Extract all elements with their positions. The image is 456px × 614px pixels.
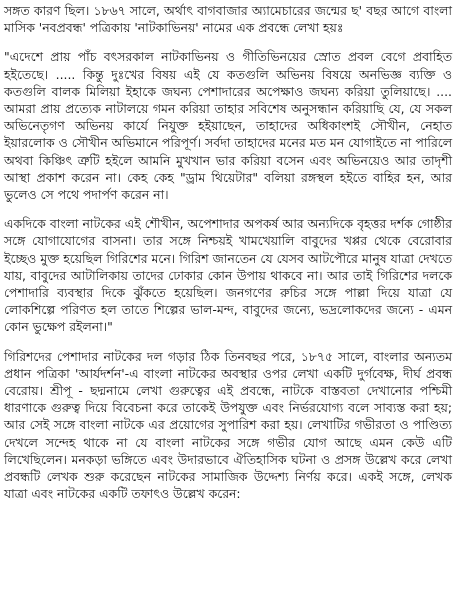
body-paragraph: গিরিশদের পেশাদার নাটকের দল গড়ার ঠিক তিনবছর পরে, ১৮৭৫ সালে, বাংলার অন্যতম প্রধান পত্রিকা 'আর্যদর্শন'-এ বাংলা নাটকের অবস্থার ওপর লেখা একটি দুর্গবেক্ষ, দীর্ঘ প্রবন্ধ বেরোয়। শ্রীপূ - ছদ্মনামে লেখা গুরুত্বের এই প্রবন্ধে, নাটকে বাস্তবতা দেখানোর পশ্চিমী ধারণাকে গুরুত্ব দিয়ে বিবেচনা করে তাকেই উপযুক্ত এবং নির্ভরযোগ্য বলে সাব্যস্ত করা হয়; আর সেই সঙ্গে বাংলা নাটকে এর প্রয়োগের সুপারিশ করা হয়। লেখাটির গভীরতা ও পাণ্ডিত্য দেখলে সন্দেহ থাকে না যে বাংলা নাটকের সঙ্গে গভীর যোগ আছে এমন কেউ এটি লিখেছিলেন। মনকড়া ভঙ্গিতে এবং উদারভাবে ঐতিহাসিক ঘটনা ও প্রসঙ্গ উল্লেখ করে লেখা প্রবন্ধটি লেখক শুরু করেছেন নাটকের সামাজিক উদ্দেশ্য নির্ণয় করে। একই সঙ্গে, লেখক যাত্রা এবং নাটকের একটি তফাৎও উল্লেখ করেন: [4, 348, 452, 502]
intro-paragraph: সঙ্গত কারণ ছিল। ১৮৬৭ সালে, অর্থাৎ বাগবাজার অ্যামেচারের জন্মের ছ' বছর আগে বাংলা মাসিক 'নবপ্রবন্ধ' পত্রিকায় 'নাটকাভিনয়' নামের এক প্রবন্ধে লেখা হয়ঃ [4, 3, 452, 36]
paragraph-gap [4, 36, 452, 48]
paragraph-gap [4, 336, 452, 348]
paragraph-gap [4, 203, 452, 215]
quoted-passage: "এদেশে প্রায় পাঁচ বৎসরকাল নাটকাভিনয় ও গীতিভিনয়ের স্রোত প্রবল বেগে প্রবাহিত হইতেছে। ..... কিন্তু দুঃখের বিষয় এই যে কতগুলি অভিনয় বিষয়ে অনভিজ্ঞ ব্যক্তি ও কতগুলি বালক মিলিয়া ইহাকে জঘন্য পেশাদারের অপেক্ষাও জঘন্য করিয়া তুলিয়াছে। .... আমরা প্রায় প্রত্যেক নাটালয়ে গমন করিয়া তাহার সবিশেষ অনুসন্ধান করিয়াছি যে, যে সকল অভিনেতৃগণ অভিনয় কার্যে নিযুক্ত হইয়াছেন, তাহাদের অধিকাংশই সৌখীন, নেহাত ইয়ারলোক ও সৌখীন অভিমানে পরিপূর্ণ। সর্বদা তাহাদের মনের মত মন যোগাইতে না পারিলে অথবা কিঞ্চিৎ ত্রুটি হইলে আমনি মুখখান ভার করিয়া বসেন এবং অভিনয়েও আর তাদৃশী আস্থা প্রকাশ করেন না। কেহ কেহ "ড্রাম থিয়েটার" বলিয়া রঙ্গস্থল হইতে বাহির হন, আর ভুলেও সে পথে পদার্পণ করেন না। [4, 49, 452, 203]
body-paragraph: একদিকে বাংলা নাটকের এই শৌখীন, অপেশাদার অপকর্ষ আর অন্যদিকে বৃহত্তর দর্শক গোষ্ঠীর সঙ্গে যোগাযোগের বাসনা। তার সঙ্গে নিশ্চয়ই খামখেয়ালি বাবুদের খপ্পর থেকে বেরোবার ইচ্ছেও মুক্ত হয়েছিল গিরিশের মনে। গিরিশ জানতেন যে যেসব আটপৌরে মানুষ যাত্রা দেখতে যায়, বাবুদের আটালিকায় তাদের ঢোকার কোন উপায় থাকবে না। আর তাই গিরিশের দলকে পেশাদারি ব্যবস্থার দিকে ঝুঁকতে হয়েছিল। জনগণের রুচির সঙ্গে পাল্লা দিয়ে যাত্রা যে লোকশিল্পে পরিণত হল তাতে শিল্পের ভাল-মন্দ, বাবুদের জন্যে, ভদ্রলোকদের জন্যে - এমন কোন ভুক্ষেপ রইলনা।" [4, 216, 452, 335]
